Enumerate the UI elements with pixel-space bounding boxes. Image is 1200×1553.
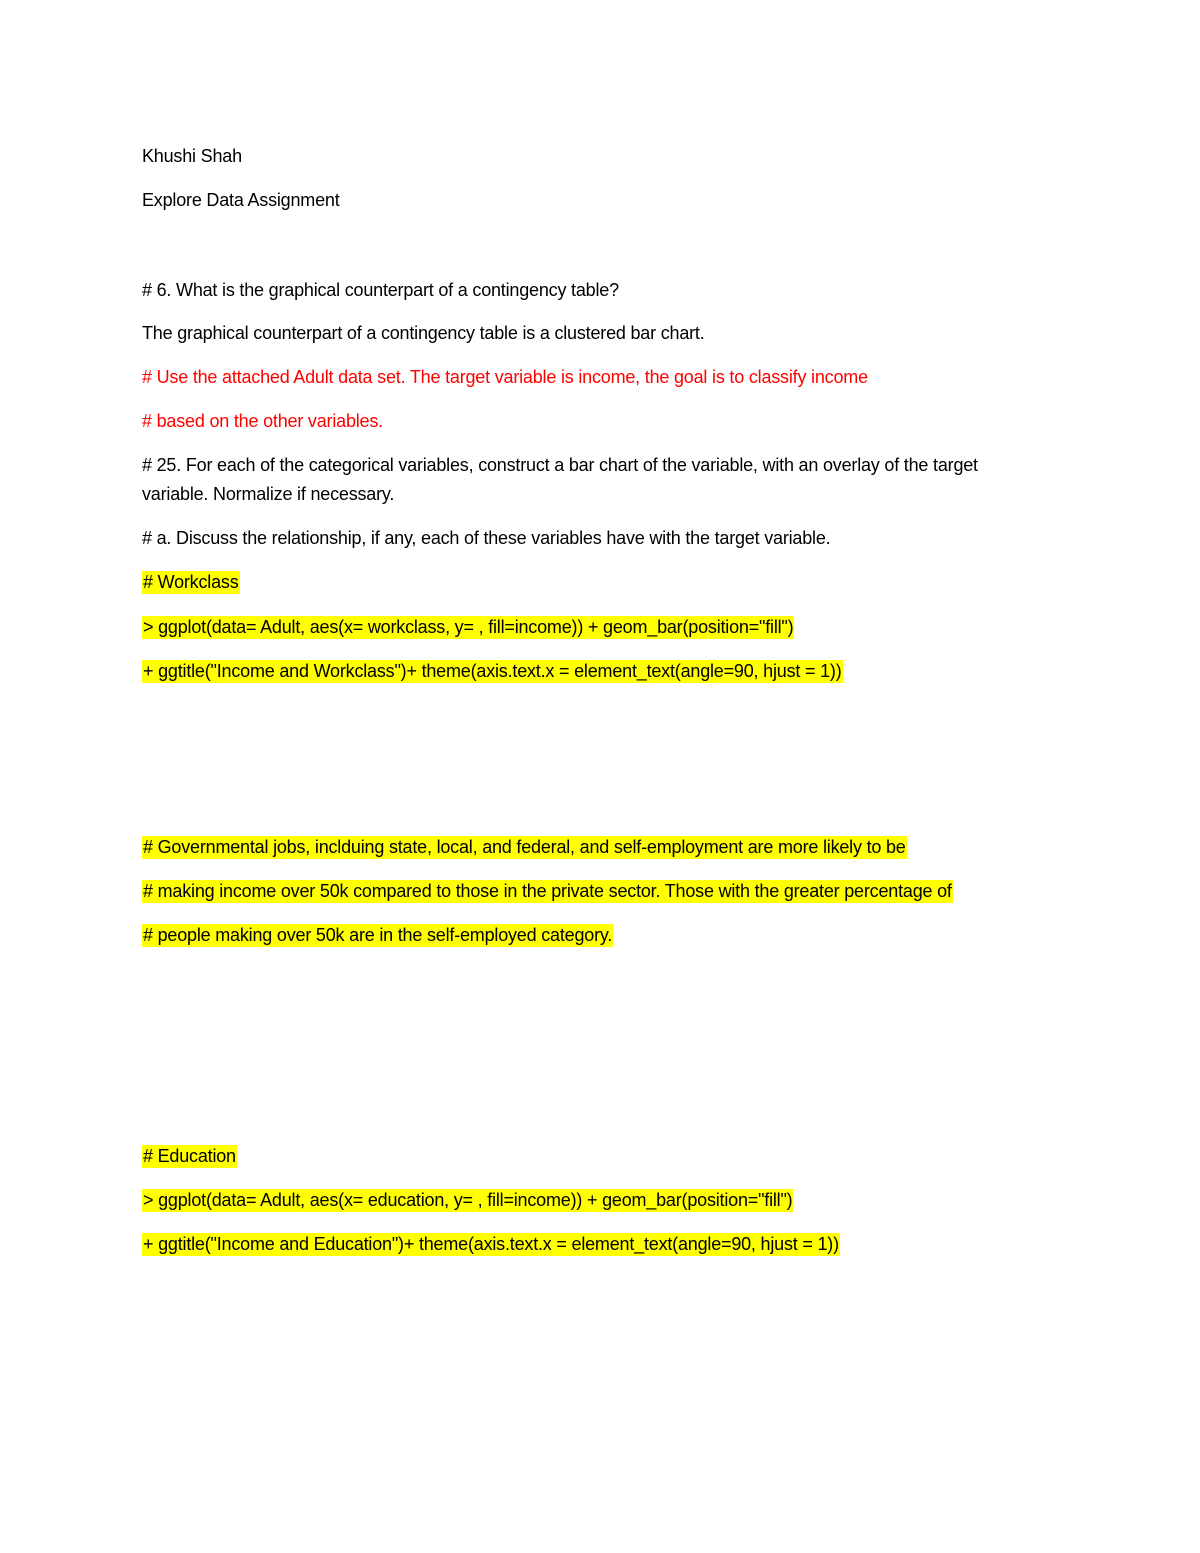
workclass-comment-line-2 — [142, 880, 953, 902]
question-25: # 25. For each of the categorical variables, construct a bar chart of the variable, with an overlay of the target variable. Normalize if necessary. — [142, 455, 978, 504]
instruction-line-1: # Use the attached Adult data set. The target variable is income, the goal is to classify income — [142, 367, 868, 387]
workclass-code-line-1 — [142, 616, 794, 638]
author-name: Khushi Shah — [142, 146, 242, 166]
workclass-code-2-text: + ggtitle("Income and Workclass")+ theme(axis.text.x = element_text(angle=90, hjust = 1)) — [143, 661, 842, 681]
workclass-comment-3-text: # people making over 50k are in the self-employed category. — [143, 925, 613, 945]
education-heading — [142, 1145, 237, 1167]
workclass-code-1-text: > ggplot(data= Adult, aes(x= workclass, y= , fill=income)) + geom_bar(position="fill") — [143, 617, 794, 637]
education-code-line-2 — [142, 1233, 840, 1255]
workclass-comment-1-text: # Governmental jobs, inclduing state, local, and federal, and self-employment are more likely to be — [143, 837, 906, 857]
workclass-comment-line-3 — [142, 924, 613, 946]
question-6: # 6. What is the graphical counterpart of a contingency table? — [142, 280, 619, 300]
education-code-line-1 — [142, 1189, 793, 1211]
education-code-1-text: > ggplot(data= Adult, aes(x= education, y= , fill=income)) + geom_bar(position="fill") — [143, 1190, 793, 1210]
workclass-heading-text: # Workclass — [143, 572, 239, 592]
education-code-2-text: + ggtitle("Income and Education")+ theme(axis.text.x = element_text(angle=90, hjust = 1)) — [143, 1234, 839, 1254]
workclass-code-line-2 — [142, 660, 843, 682]
answer-6: The graphical counterpart of a contingency table is a clustered bar chart. — [142, 323, 705, 343]
workclass-heading — [142, 571, 240, 593]
question-25-part-a: # a. Discuss the relationship, if any, each of these variables have with the target variable. — [142, 528, 831, 548]
education-heading-text: # Education — [143, 1146, 236, 1166]
instruction-line-2: # based on the other variables. — [142, 411, 383, 431]
assignment-title: Explore Data Assignment — [142, 190, 340, 210]
workclass-comment-line-1 — [142, 836, 907, 858]
workclass-comment-2-text: # making income over 50k compared to those in the private sector. Those with the greater percentage of — [143, 881, 952, 901]
